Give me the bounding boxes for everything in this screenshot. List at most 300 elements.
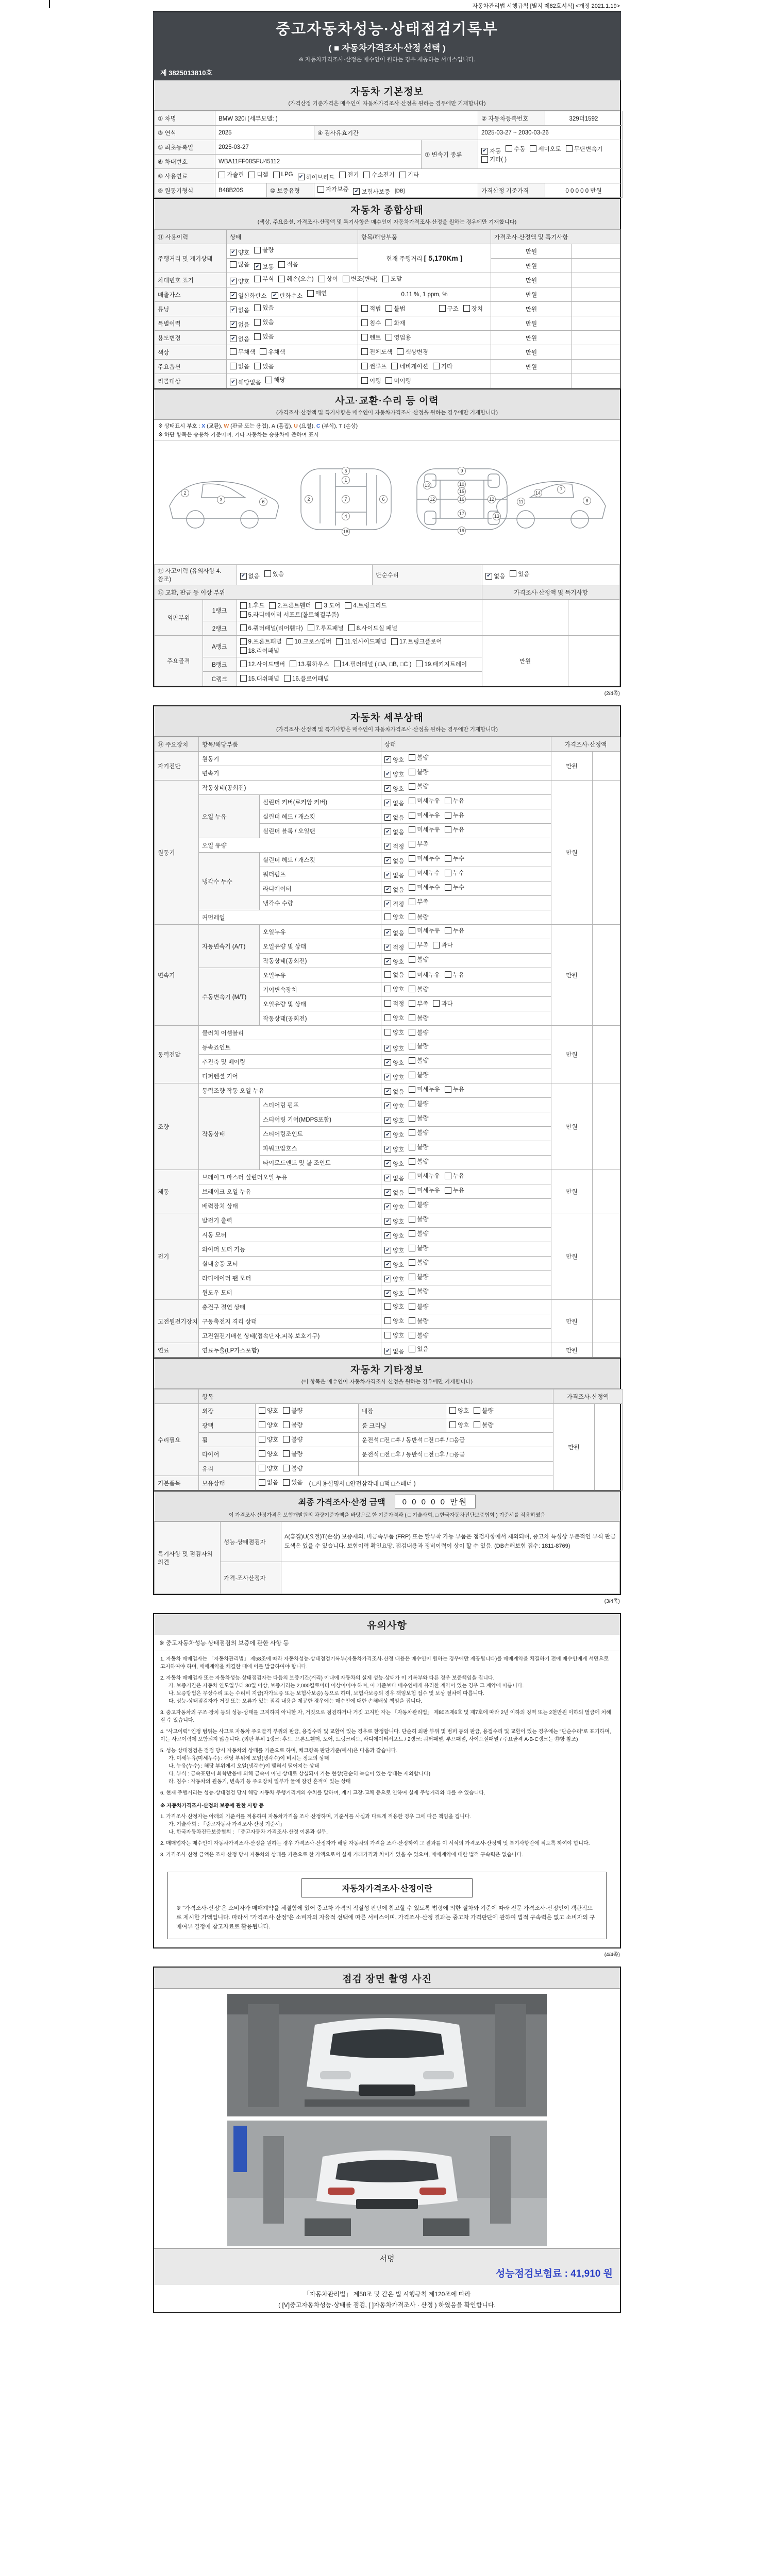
checkbox-option	[384, 999, 404, 1008]
checkbox[interactable]	[474, 1407, 480, 1414]
checkbox[interactable]	[445, 870, 451, 876]
checkbox[interactable]	[409, 1216, 415, 1223]
checkbox-label: 17.트렁크플로어	[399, 639, 442, 645]
notices-group2-title: ※ 자동차가격조사·산정의 보증에 관한 사항 등	[160, 1803, 264, 1809]
checkbox-label: 탄화수소	[279, 293, 303, 299]
accident-history-label: ⑫ 사고이력 (유의사항 4.참조)	[155, 565, 237, 585]
checkbox[interactable]	[481, 156, 488, 163]
checkbox[interactable]: ✔	[384, 828, 391, 835]
checkbox[interactable]: ✔	[384, 1290, 391, 1297]
field-label: 가격산정 기준가격	[478, 183, 545, 198]
footer-line2: ( [V]중고자동차성능·상태를 점검, [ ]자동차가격조사 · 산정 ) 하였음을 확인합니다.	[278, 2301, 496, 2309]
field-label: ⑤ 최초등록일	[155, 140, 215, 155]
column-header: ⑪ 사용이력	[155, 230, 227, 244]
checkbox[interactable]: ✔	[384, 814, 391, 821]
checkbox-label: LPG	[281, 172, 293, 178]
checkbox-option	[384, 1290, 404, 1298]
checkbox[interactable]	[409, 942, 415, 948]
checkbox[interactable]: ✔	[481, 148, 488, 155]
checkbox[interactable]	[240, 611, 247, 618]
checkbox[interactable]	[339, 172, 346, 178]
checkbox[interactable]	[254, 276, 261, 282]
checkbox[interactable]	[248, 172, 255, 178]
checkbox[interactable]: ✔	[384, 1232, 391, 1239]
checkbox[interactable]	[265, 377, 272, 383]
checkbox[interactable]	[317, 186, 324, 193]
checkbox[interactable]	[409, 1115, 415, 1122]
checkbox-label: 있음	[291, 1480, 303, 1486]
section-etc-title: 자동차 기타정보	[350, 1365, 424, 1376]
checkbox[interactable]	[409, 1303, 415, 1310]
checkbox[interactable]	[391, 638, 398, 645]
checkbox[interactable]	[409, 1100, 415, 1107]
checkbox[interactable]	[384, 1303, 391, 1310]
checkbox-label: 적정	[393, 944, 405, 951]
status-options	[381, 1055, 551, 1069]
checkbox[interactable]: ✔	[384, 800, 391, 806]
device-group-label: 전기	[155, 1213, 199, 1300]
checkbox[interactable]: ✔	[254, 263, 261, 270]
checkbox-label: 구조	[447, 306, 459, 312]
checkbox-label: 하이브리드	[306, 174, 335, 181]
checkbox-label: 불량	[291, 1451, 303, 1458]
checkbox[interactable]	[566, 145, 573, 152]
checkbox[interactable]: ✔	[240, 573, 247, 580]
checkbox[interactable]: ✔	[384, 843, 391, 850]
checkbox[interactable]	[254, 363, 261, 369]
checkbox[interactable]	[445, 971, 451, 978]
item-label: 워터펌프	[260, 867, 381, 882]
recall-options	[227, 374, 358, 388]
checkbox[interactable]: ✔	[384, 1103, 391, 1109]
checkbox[interactable]	[345, 602, 351, 609]
checkbox-option	[240, 624, 303, 632]
checkbox-label: 수소전기	[372, 172, 395, 179]
checkbox-label: 불량	[262, 247, 274, 254]
checkbox[interactable]: ✔	[230, 278, 237, 284]
checkbox[interactable]	[283, 1421, 290, 1428]
checkbox[interactable]	[361, 305, 368, 312]
checkbox[interactable]	[409, 971, 415, 978]
notice-item-text: 1. 자동차 매매업자는 「자동차관리법」 제58조에 따라 자동차성능·상태점검기록부(자동차가격조사·산정 내용은 매수인이 원하는 경우에만 제공됩니다)를 매매계약을 체결하기 전에 매수인에게 서면으로 고지하여야 하며, 매매계약을 체결한 때에 이를 발급하여야 합니다.	[160, 1656, 609, 1670]
item-label: 스티어링 기어(MDPS포함)	[260, 1112, 381, 1127]
checkbox[interactable]	[445, 1173, 451, 1179]
svg-text:10: 10	[459, 482, 465, 487]
checkbox[interactable]	[254, 333, 261, 340]
price-cell: 만원	[551, 781, 593, 925]
checkbox[interactable]	[259, 1407, 265, 1414]
checkbox[interactable]	[240, 602, 247, 609]
item-label: 타이로드엔드 및 볼 조인트	[260, 1156, 381, 1170]
checkbox[interactable]	[385, 377, 392, 384]
checkbox-option	[409, 1215, 428, 1223]
checkbox[interactable]	[384, 971, 391, 978]
checkbox[interactable]	[445, 812, 451, 819]
checkbox[interactable]	[318, 276, 325, 282]
checkbox-option	[463, 304, 483, 313]
notice-item	[160, 1655, 614, 1671]
checkbox-option	[361, 362, 386, 370]
checkbox[interactable]	[409, 1000, 415, 1007]
checkbox[interactable]	[308, 624, 314, 631]
usage-options	[227, 331, 358, 345]
checkbox[interactable]	[409, 927, 415, 934]
checkbox[interactable]	[397, 348, 404, 355]
checkbox[interactable]: ✔	[384, 1088, 391, 1095]
checkbox[interactable]	[409, 1317, 415, 1324]
checkbox[interactable]	[382, 276, 389, 282]
checkbox-option	[384, 1102, 404, 1110]
checkbox[interactable]	[283, 1436, 290, 1443]
checkbox[interactable]	[384, 1332, 391, 1338]
fuel-options	[215, 169, 623, 183]
checkbox[interactable]: ✔	[384, 1146, 391, 1153]
checkbox-option	[283, 1435, 303, 1444]
checkbox-label: 양호	[393, 1318, 405, 1325]
checkbox[interactable]: ✔	[384, 771, 391, 777]
checkbox[interactable]	[259, 1436, 265, 1443]
checkbox[interactable]	[278, 276, 285, 282]
checkbox[interactable]: ✔	[384, 1247, 391, 1253]
checkbox-option	[384, 770, 404, 778]
checkbox-label: 미세누유	[417, 1087, 440, 1093]
note-cell	[572, 302, 620, 316]
checkbox[interactable]	[409, 899, 415, 905]
checkbox[interactable]	[445, 1086, 451, 1093]
checkbox-option	[382, 275, 402, 283]
checkbox[interactable]	[290, 660, 296, 667]
checkbox[interactable]	[409, 913, 415, 920]
checkbox[interactable]	[385, 319, 392, 326]
usage-detail-options	[358, 331, 491, 345]
status-options	[256, 1404, 359, 1418]
checkbox[interactable]	[409, 1173, 415, 1179]
checkbox[interactable]	[399, 172, 406, 178]
checkbox[interactable]: ✔	[384, 1204, 391, 1210]
checkbox[interactable]	[240, 675, 247, 682]
checkbox[interactable]	[278, 261, 285, 268]
checkbox[interactable]	[409, 1288, 415, 1295]
checkbox[interactable]	[259, 1479, 265, 1486]
checkbox[interactable]: ✔	[485, 573, 492, 580]
status-options	[381, 838, 551, 853]
svg-text:18: 18	[343, 529, 349, 534]
rank1-items	[237, 600, 482, 621]
checkbox[interactable]: ✔	[384, 901, 391, 907]
checkbox[interactable]	[240, 638, 247, 645]
car-name-value: BMW 320i (세부모델: )	[215, 111, 478, 126]
checkbox[interactable]: ✔	[384, 1189, 391, 1196]
checkbox-option	[254, 303, 274, 312]
checkbox[interactable]	[409, 956, 415, 963]
checkbox[interactable]	[287, 638, 293, 645]
checkbox[interactable]	[409, 986, 415, 992]
checkbox[interactable]	[384, 986, 391, 992]
checkbox[interactable]: ✔	[384, 1059, 391, 1066]
checkbox-label: 불량	[417, 1332, 429, 1339]
field-label: ① 차명	[155, 111, 215, 126]
checkbox[interactable]	[409, 1259, 415, 1266]
checkbox[interactable]	[409, 1332, 415, 1338]
checkbox[interactable]: ✔	[230, 307, 237, 313]
checkbox[interactable]	[283, 1407, 290, 1414]
checkbox[interactable]: ✔	[384, 886, 391, 893]
checkbox[interactable]	[254, 304, 261, 311]
checkbox[interactable]: ✔	[384, 1131, 391, 1138]
checkbox[interactable]	[409, 884, 415, 891]
checkbox-option	[308, 624, 344, 632]
checkbox[interactable]	[385, 334, 392, 341]
svg-text:7: 7	[344, 497, 347, 502]
vin-mark-options	[227, 273, 491, 287]
checkbox[interactable]: ✔	[384, 1218, 391, 1225]
checkbox[interactable]	[348, 624, 355, 631]
checkbox[interactable]	[409, 1014, 415, 1021]
checkbox[interactable]: ✔	[384, 929, 391, 936]
checkbox-label: 양호	[393, 1332, 405, 1339]
svg-text:1: 1	[344, 478, 347, 483]
checkbox[interactable]: ✔	[384, 857, 391, 864]
checkbox[interactable]	[449, 1421, 456, 1428]
checkbox[interactable]: ✔	[384, 1261, 391, 1268]
checkbox[interactable]	[361, 319, 368, 326]
checkbox[interactable]	[409, 1043, 415, 1049]
checkbox[interactable]	[273, 172, 280, 178]
checkbox[interactable]	[240, 624, 247, 631]
checkbox-option	[318, 275, 338, 283]
checkbox[interactable]	[254, 319, 261, 326]
svg-text:12: 12	[489, 497, 495, 502]
checkbox-label: 13.휠하우스	[298, 661, 329, 668]
checkbox[interactable]	[409, 1129, 415, 1136]
checkbox[interactable]	[449, 1407, 456, 1414]
checkbox[interactable]	[269, 602, 276, 609]
checkbox[interactable]	[334, 660, 341, 667]
checkbox[interactable]	[409, 855, 415, 862]
checkbox[interactable]	[463, 305, 470, 312]
item-label: 파워고압호스	[260, 1141, 381, 1156]
item-label: 광택	[199, 1418, 256, 1433]
column-header: 항목	[199, 1389, 553, 1404]
final-price-amount: 0 0 0 0 0 만원	[395, 1495, 476, 1509]
checkbox[interactable]	[384, 913, 391, 920]
checkbox[interactable]: ✔	[384, 958, 391, 965]
checkbox[interactable]	[363, 172, 370, 178]
checkbox[interactable]: ✔	[230, 379, 237, 385]
svg-text:9: 9	[460, 468, 463, 473]
checkbox-option	[230, 335, 249, 343]
status-options	[256, 1433, 359, 1447]
checkbox[interactable]	[384, 1029, 391, 1036]
checkbox[interactable]	[409, 1029, 415, 1036]
checkbox-option	[445, 796, 464, 805]
note-cell	[572, 259, 620, 273]
checkbox-label: 화재	[394, 320, 406, 327]
checkbox[interactable]	[219, 172, 225, 178]
checkbox-option	[409, 854, 440, 862]
checkbox[interactable]	[409, 870, 415, 876]
checkbox[interactable]	[445, 855, 451, 862]
checkbox[interactable]	[409, 1201, 415, 1208]
checkbox[interactable]	[361, 348, 368, 355]
checkbox[interactable]	[283, 1450, 290, 1457]
checkbox[interactable]	[445, 826, 451, 833]
checkbox[interactable]	[259, 1421, 265, 1428]
checkbox[interactable]	[474, 1421, 480, 1428]
checkbox[interactable]	[254, 247, 261, 253]
checkbox[interactable]	[384, 1014, 391, 1021]
checkbox-option	[384, 799, 404, 807]
checkbox[interactable]	[384, 1000, 391, 1007]
checkbox[interactable]: ✔	[384, 756, 391, 763]
checkbox[interactable]	[361, 363, 368, 369]
checkbox[interactable]	[445, 1187, 451, 1194]
section-detail	[153, 705, 621, 1595]
checkbox[interactable]	[385, 305, 392, 312]
price-definition-title: 자동차가격조사·산정이란	[301, 1878, 473, 1897]
checkbox[interactable]	[409, 1086, 415, 1093]
checkbox[interactable]	[409, 1346, 415, 1352]
checkbox[interactable]: ✔	[384, 944, 391, 951]
item-label: 실린더 블록 / 오일팬	[260, 824, 381, 838]
checkbox[interactable]	[409, 1158, 415, 1165]
checkbox[interactable]	[259, 1450, 265, 1457]
checkbox[interactable]: ✔	[384, 1276, 391, 1282]
checkbox[interactable]	[361, 334, 368, 341]
checkbox[interactable]	[259, 1465, 265, 1471]
checkbox[interactable]	[409, 826, 415, 833]
checkbox[interactable]: ✔	[230, 321, 237, 328]
device-group-label: 자기진단	[155, 752, 199, 781]
checkbox[interactable]	[445, 798, 451, 804]
checkbox-option	[409, 1273, 428, 1281]
checkbox-option	[384, 1317, 404, 1325]
checkbox[interactable]	[284, 675, 291, 682]
checkbox-label: 적음	[287, 262, 298, 268]
checkbox[interactable]: ✔	[298, 174, 305, 180]
checkbox-label: 미세누유	[417, 798, 440, 805]
item-label: 실린더 헤드 / 개스킷	[260, 809, 381, 824]
checkbox[interactable]	[433, 1000, 440, 1007]
checkbox[interactable]	[530, 145, 536, 152]
checkbox[interactable]	[409, 1057, 415, 1064]
checkbox[interactable]	[445, 884, 451, 891]
checkbox[interactable]	[433, 942, 440, 948]
checkbox[interactable]	[409, 1274, 415, 1280]
checkbox[interactable]	[336, 638, 343, 645]
item-label: 실내송풍 모터	[199, 1257, 381, 1271]
section-overall	[153, 199, 621, 389]
checkbox-label: 없음	[393, 1348, 405, 1355]
checkbox[interactable]	[307, 290, 314, 297]
checkbox[interactable]	[343, 276, 349, 282]
checkbox[interactable]	[283, 1465, 290, 1471]
checkbox[interactable]: ✔	[384, 1117, 391, 1124]
checkbox[interactable]: ✔	[384, 1348, 391, 1354]
checkbox-option	[409, 1229, 428, 1238]
checkbox[interactable]	[391, 363, 398, 369]
checkbox[interactable]	[240, 660, 247, 667]
checkbox[interactable]: ✔	[353, 188, 360, 195]
checkbox-option	[409, 926, 440, 935]
checkbox[interactable]	[433, 363, 440, 369]
checkbox[interactable]	[230, 261, 237, 268]
checkbox[interactable]	[409, 783, 415, 790]
checkbox-option	[230, 320, 249, 329]
checkbox[interactable]	[510, 570, 516, 577]
checkbox[interactable]: ✔	[384, 1175, 391, 1181]
checkbox[interactable]	[230, 348, 237, 355]
checkbox[interactable]	[409, 1144, 415, 1150]
document-subtitle: ( ■ 자동차가격조사·산정 선택 )	[328, 43, 446, 53]
checkbox[interactable]: ✔	[230, 335, 237, 342]
checkbox[interactable]	[416, 660, 423, 667]
overall-status-table	[154, 229, 620, 388]
checkbox[interactable]	[409, 1072, 415, 1078]
checkbox[interactable]	[439, 305, 446, 312]
checkbox-option	[315, 601, 340, 609]
checkbox[interactable]	[409, 812, 415, 819]
status-options	[381, 954, 551, 968]
status-options	[381, 1271, 551, 1285]
signature-label: 서명	[379, 2255, 395, 2264]
checkbox[interactable]: ✔	[384, 1074, 391, 1080]
checkbox-option	[219, 171, 244, 179]
checkbox[interactable]	[315, 602, 322, 609]
accident-history-options	[237, 565, 373, 585]
checkbox-option	[409, 1071, 428, 1079]
checkbox[interactable]	[409, 1230, 415, 1237]
checkbox-label: 누유	[452, 1188, 464, 1194]
price-cell: 만원	[551, 1170, 593, 1213]
checkbox[interactable]	[409, 798, 415, 804]
notice-item-text: 2. 자동차 매매업자 또는 자동차성능·상태점검자는 다음의 보증기간(거리) 이내에 자동차의 실제 성능·상태가 이 기록부와 다른 경우 보증책임을 집니다.	[160, 1675, 495, 1681]
checkbox[interactable]	[506, 145, 512, 152]
checkbox[interactable]	[240, 647, 247, 654]
checkbox[interactable]: ✔	[384, 785, 391, 792]
checkbox[interactable]	[260, 348, 266, 355]
checkbox[interactable]	[361, 377, 368, 384]
checkbox-option	[353, 188, 390, 196]
checkbox[interactable]	[230, 363, 237, 369]
checkbox[interactable]	[409, 769, 415, 775]
checkbox[interactable]	[264, 570, 271, 577]
checkbox[interactable]: ✔	[384, 872, 391, 878]
checkbox[interactable]	[409, 1245, 415, 1251]
row-label: 튜닝	[155, 302, 227, 316]
sub-group-label: 자동변속기 (A/T)	[199, 925, 260, 968]
checkbox[interactable]	[445, 927, 451, 934]
checkbox-label: 불량	[482, 1422, 494, 1429]
checkbox[interactable]	[409, 841, 415, 848]
checkbox-option	[409, 1172, 440, 1180]
checkbox[interactable]: ✔	[272, 292, 278, 299]
price-cell	[491, 374, 572, 388]
checkbox[interactable]: ✔	[230, 292, 237, 299]
checkbox[interactable]: ✔	[384, 1045, 391, 1052]
checkbox[interactable]	[409, 1187, 415, 1194]
checkbox[interactable]	[409, 754, 415, 761]
checkbox-label: 썬루프	[369, 363, 387, 370]
svg-text:19: 19	[459, 528, 465, 533]
section-accident-title: 사고·교환·수리 등 이력	[335, 396, 439, 406]
checkbox[interactable]: ✔	[230, 249, 237, 256]
checkbox[interactable]	[384, 1317, 391, 1324]
checkbox-option	[409, 941, 428, 949]
note-cell	[572, 360, 620, 374]
checkbox[interactable]: ✔	[384, 1160, 391, 1167]
checkbox[interactable]	[283, 1479, 290, 1486]
